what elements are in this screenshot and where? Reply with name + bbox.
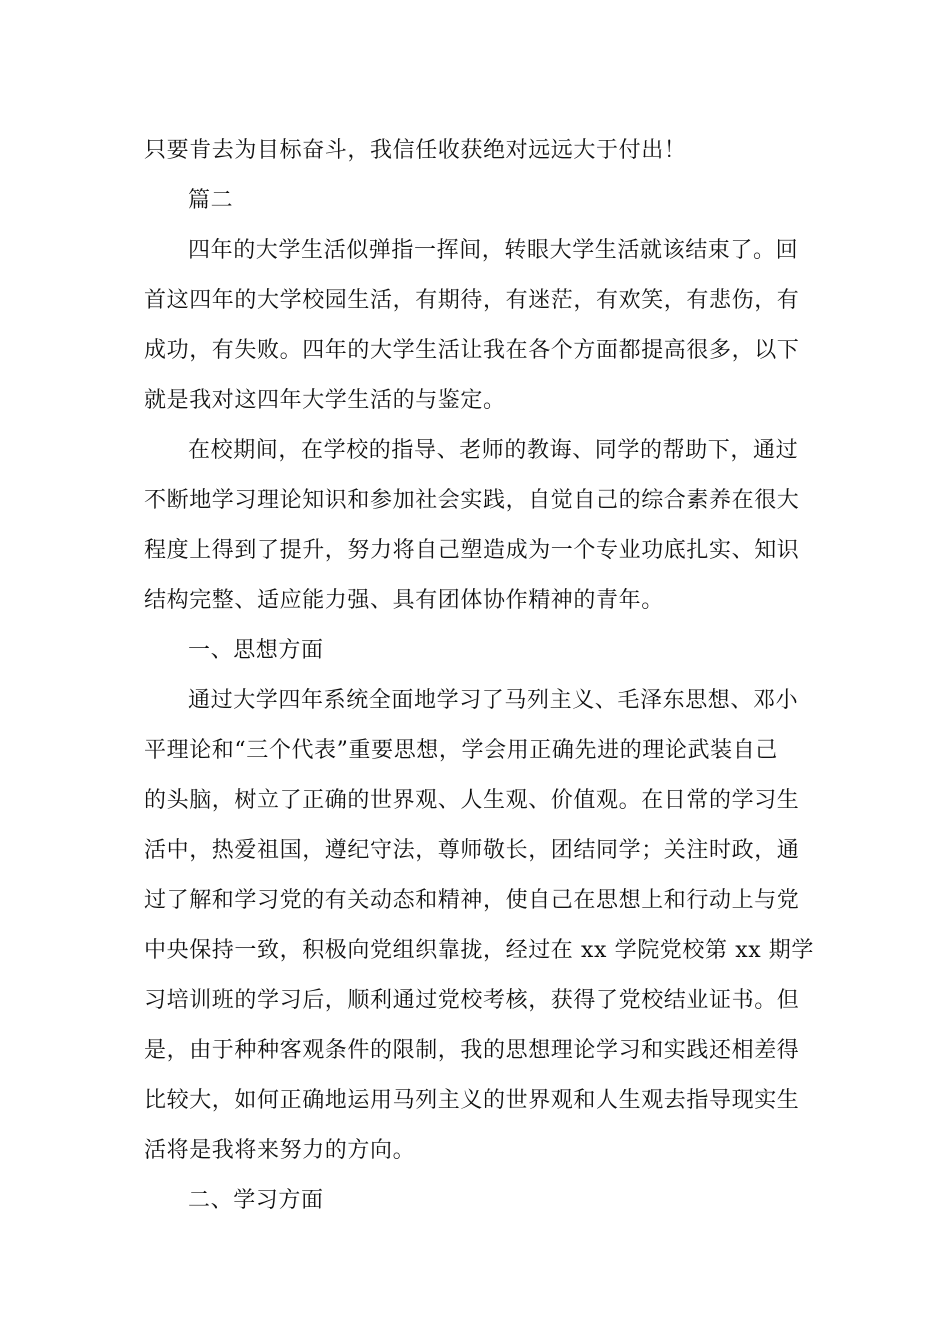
text-line-10: 结构完整、适应能力强、具有团体协作精神的青年。 (144, 588, 664, 613)
text-line-13: 平理论和“三个代表”重要思想，学会用正确先进的理论武装自己 (144, 738, 778, 763)
text-line-8: 不断地学习理论知识和参加社会实践，自觉自己的综合素养在很大 (144, 488, 800, 513)
text-line-21: 活将是我将来努力的方向。 (144, 1138, 416, 1163)
text-line-15: 活中，热爱祖国，遵纪守法，尊师敬长，团结同学；关注时政，通 (144, 838, 800, 863)
text-line-17: 中央保持一致，积极向党组织靠拢，经过在 xx 学院党校第 xx 期学 (144, 938, 815, 963)
text-line-9: 程度上得到了提升，努力将自己塑造成为一个专业功底扎实、知识 (144, 538, 800, 563)
text-line-14: 的头脑，树立了正确的世界观、人生观、价值观。在日常的学习生 (144, 788, 800, 813)
text-line-7: 在校期间，在学校的指导、老师的教诲、同学的帮助下，通过 (188, 438, 799, 463)
text-line-20: 比较大，如何正确地运用马列主义的世界观和人生观去指导现实生 (144, 1088, 800, 1113)
section-heading-study: 二、学习方面 (188, 1188, 324, 1213)
text-line-1: 只要肯去为目标奋斗，我信任收获绝对远远大于付出！ (144, 138, 687, 163)
text-line-6: 就是我对这四年大学生活的与鉴定。 (144, 388, 506, 413)
section-heading-pian-er: 篇二 (188, 188, 234, 213)
text-line-12: 通过大学四年系统全面地学习了马列主义、毛泽东思想、邓小 (188, 688, 799, 713)
text-line-5: 成功，有失败。四年的大学生活让我在各个方面都提高很多，以下 (144, 338, 800, 363)
text-line-4: 首这四年的大学校园生活，有期待，有迷茫，有欢笑，有悲伤，有 (144, 288, 800, 313)
text-line-16: 过了解和学习党的有关动态和精神，使自己在思想上和行动上与党 (144, 888, 800, 913)
text-line-3: 四年的大学生活似弹指一挥间，转眼大学生活就该结束了。回 (188, 238, 799, 263)
text-line-18: 习培训班的学习后，顺利通过党校考核，获得了党校结业证书。但 (144, 988, 800, 1013)
section-heading-thought: 一、思想方面 (188, 638, 324, 663)
text-line-19: 是，由于种种客观条件的限制，我的思想理论学习和实践还相差得 (144, 1038, 800, 1063)
